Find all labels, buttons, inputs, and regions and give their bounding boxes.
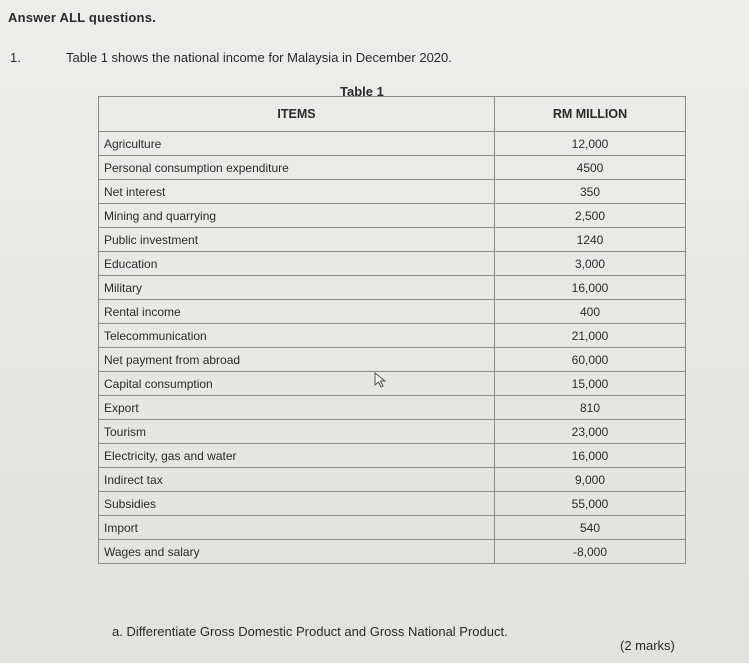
- table-row: [99, 444, 686, 468]
- table-row: [99, 324, 686, 348]
- items-column-header: ITEMS: [99, 97, 495, 132]
- table-row: [99, 348, 686, 372]
- value-cell: 810: [495, 396, 686, 420]
- table-row: [99, 372, 686, 396]
- marks-allocation: (2 marks): [620, 638, 675, 653]
- table-row: [99, 540, 686, 564]
- item-cell: Military: [99, 276, 495, 300]
- value-cell: 1240: [495, 228, 686, 252]
- value-cell: 16,000: [495, 276, 686, 300]
- value-cell: 540: [495, 516, 686, 540]
- table-row: [99, 180, 686, 204]
- item-cell: Net payment from abroad: [99, 348, 495, 372]
- item-cell: Mining and quarrying: [99, 204, 495, 228]
- table-header-row: [99, 97, 686, 132]
- item-cell: Personal consumption expenditure: [99, 156, 495, 180]
- table-row: [99, 276, 686, 300]
- value-cell: 350: [495, 180, 686, 204]
- table-row: [99, 516, 686, 540]
- item-cell: Indirect tax: [99, 468, 495, 492]
- national-income-table: [98, 96, 686, 564]
- instructions-heading: Answer ALL questions.: [8, 10, 156, 25]
- table-row: [99, 420, 686, 444]
- item-cell: Import: [99, 516, 495, 540]
- value-column-header: RM MILLION: [495, 97, 686, 132]
- item-cell: Telecommunication: [99, 324, 495, 348]
- value-cell: 23,000: [495, 420, 686, 444]
- value-cell: 16,000: [495, 444, 686, 468]
- value-cell: 2,500: [495, 204, 686, 228]
- question-part-a: a. Differentiate Gross Domestic Product and Gross National Product.: [112, 624, 508, 639]
- value-cell: 12,000: [495, 132, 686, 156]
- table-row: [99, 492, 686, 516]
- item-cell: Tourism: [99, 420, 495, 444]
- item-cell: Capital consumption: [99, 372, 495, 396]
- item-cell: Electricity, gas and water: [99, 444, 495, 468]
- table-row: [99, 468, 686, 492]
- table-title: Table 1: [340, 84, 384, 99]
- value-cell: -8,000: [495, 540, 686, 564]
- table-row: [99, 252, 686, 276]
- value-cell: 15,000: [495, 372, 686, 396]
- table-row: [99, 132, 686, 156]
- table-row: [99, 204, 686, 228]
- value-cell: 60,000: [495, 348, 686, 372]
- item-cell: Wages and salary: [99, 540, 495, 564]
- mouse-pointer-icon: [374, 372, 388, 388]
- value-cell: 4500: [495, 156, 686, 180]
- item-cell: Education: [99, 252, 495, 276]
- table-row: [99, 300, 686, 324]
- value-cell: 21,000: [495, 324, 686, 348]
- item-cell: Net interest: [99, 180, 495, 204]
- item-cell: Public investment: [99, 228, 495, 252]
- value-cell: 9,000: [495, 468, 686, 492]
- item-cell: Subsidies: [99, 492, 495, 516]
- table-row: [99, 228, 686, 252]
- item-cell: Agriculture: [99, 132, 495, 156]
- table-row: [99, 396, 686, 420]
- table-row: [99, 156, 686, 180]
- item-cell: Export: [99, 396, 495, 420]
- value-cell: 3,000: [495, 252, 686, 276]
- table-body: [99, 132, 686, 564]
- question-number: 1.: [10, 50, 21, 65]
- value-cell: 400: [495, 300, 686, 324]
- value-cell: 55,000: [495, 492, 686, 516]
- item-cell: Rental income: [99, 300, 495, 324]
- question-text: Table 1 shows the national income for Malaysia in December 2020.: [66, 50, 452, 65]
